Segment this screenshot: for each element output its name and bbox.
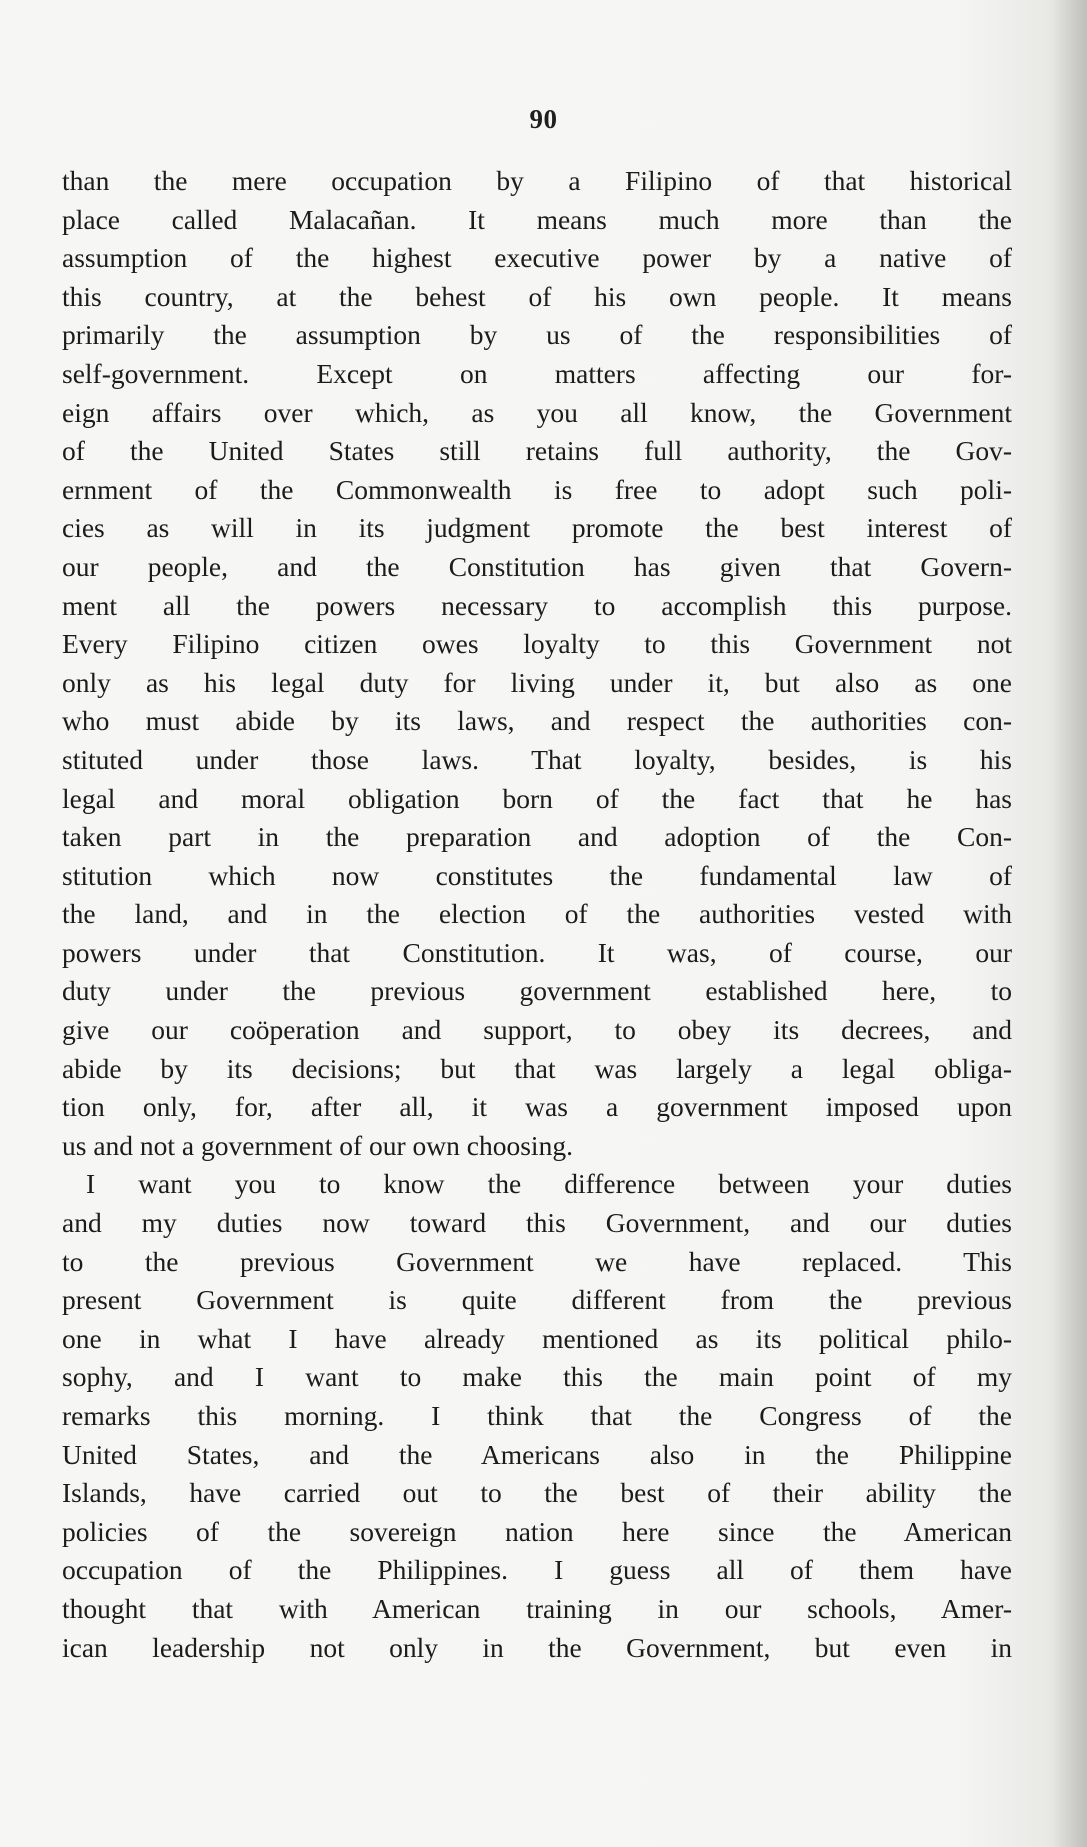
text-line: Islands, have carried out to the best of their ability the: [62, 1477, 1012, 1509]
text-line: ican leadership not only in the Government, but even in: [62, 1631, 1012, 1663]
paragraph-end-line: us and not a government of our own choosing.: [62, 1129, 573, 1161]
text-line: give our coöperation and support, to obey its decrees, and: [62, 1014, 1012, 1046]
body-text: [62, 162, 1012, 1667]
text-line: taken part in the preparation and adoption of the Con-: [62, 821, 1012, 853]
text-line: abide by its decisions; but that was largely a legal obliga-: [62, 1052, 1012, 1084]
text-line: tion only, for, after all, it was a government imposed upon: [62, 1091, 1012, 1123]
text-line: to the previous Government we have replaced. This: [62, 1245, 1012, 1277]
text-line: primarily the assumption by us of the responsibilities of: [62, 319, 1012, 351]
text-line: one in what I have already mentioned as its political philo-: [62, 1322, 1012, 1354]
text-line: thought that with American training in our schools, Amer-: [62, 1592, 1012, 1624]
text-line: who must abide by its laws, and respect the authorities con-: [62, 705, 1012, 737]
text-line: only as his legal duty for living under it, but also as one: [62, 666, 1012, 698]
text-line: duty under the previous government established here, to: [62, 975, 1012, 1007]
page-number: 90: [529, 104, 558, 134]
text-line: self-government. Except on matters affecting our for-: [62, 357, 1012, 389]
text-line: legal and moral obligation born of the fact that he has: [62, 782, 1012, 814]
text-line: assumption of the highest executive power by a native of: [62, 242, 1012, 274]
paragraph-start-line: I want you to know the difference between your duties: [86, 1168, 1012, 1200]
text-line: ernment of the Commonwealth is free to adopt such poli-: [62, 473, 1012, 505]
text-line: cies as will in its judgment promote the best interest of: [62, 512, 1012, 544]
text-line: eign affairs over which, as you all know, the Government: [62, 396, 1012, 428]
text-line: and my duties now toward this Government, and our duties: [62, 1207, 1012, 1239]
text-line: remarks this morning. I think that the Congress of the: [62, 1400, 1012, 1431]
text-line: sophy, and I want to make this the main point of my: [62, 1361, 1012, 1393]
text-line: powers under that Constitution. It was, of course, our: [62, 936, 1012, 968]
text-line: stituted under those laws. That loyalty, besides, is his: [62, 743, 1012, 775]
text-line: of the United States still retains full authority, the Gov-: [62, 435, 1012, 467]
text-line: ment all the powers necessary to accomplish this purpose.: [62, 589, 1012, 621]
page-edge-shadow: [1053, 0, 1087, 1847]
text-line: stitution which now constitutes the fundamental law of: [62, 859, 1012, 891]
text-line: our people, and the Constitution has given that Govern-: [62, 550, 1012, 582]
text-line: the land, and in the election of the authorities vested with: [62, 898, 1012, 930]
text-line: occupation of the Philippines. I guess all of them have: [62, 1554, 1012, 1586]
text-line: place called Malacañan. It means much more than the: [62, 203, 1012, 235]
text-line: United States, and the Americans also in the Philippine: [62, 1438, 1012, 1470]
text-line: this country, at the behest of his own people. It means: [62, 280, 1012, 312]
text-line: policies of the sovereign nation here since the American: [62, 1515, 1012, 1547]
text-line: than the mere occupation by a Filipino of that historical: [62, 165, 1012, 196]
text-line: present Government is quite different from the previous: [62, 1284, 1012, 1316]
text-line: Every Filipino citizen owes loyalty to this Government not: [62, 628, 1012, 660]
